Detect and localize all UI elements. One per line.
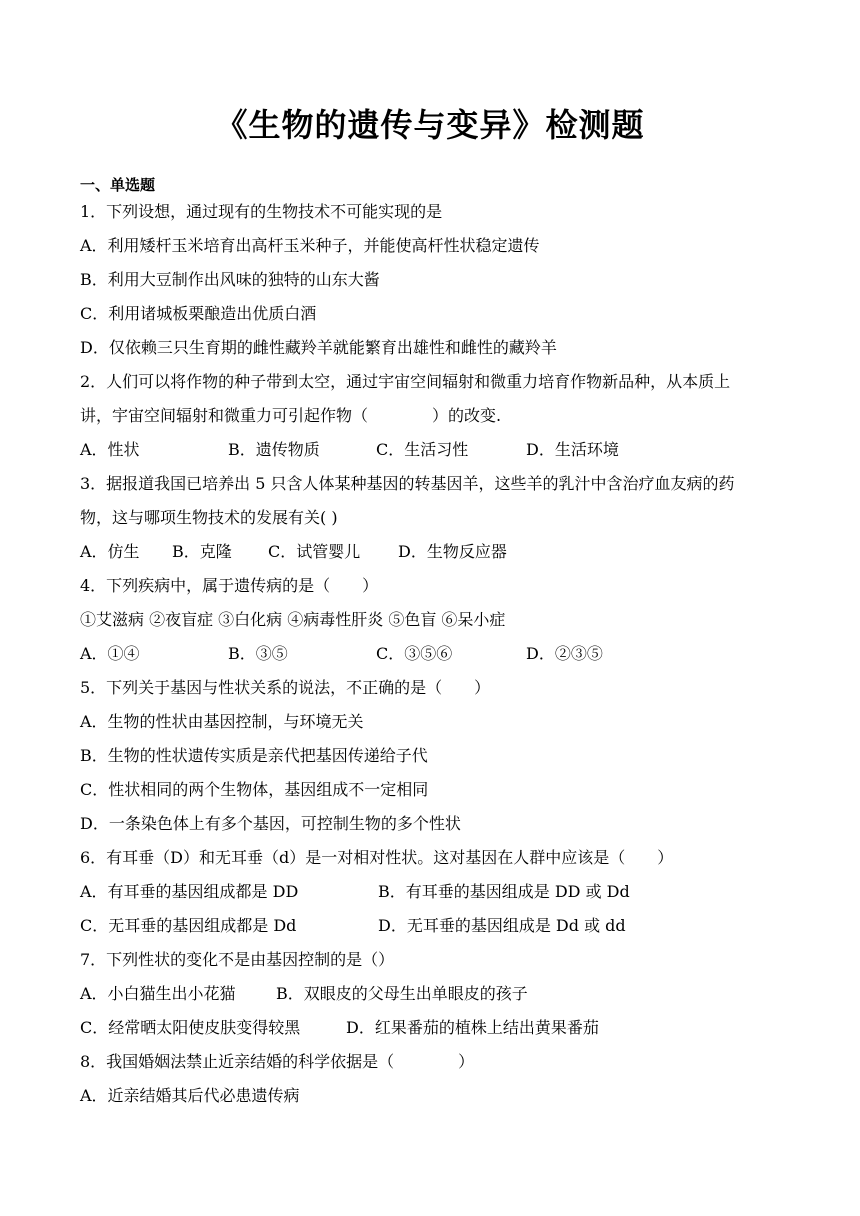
question-5-option-c: C．性状相同的两个生物体，基因组成不一定相同 bbox=[80, 780, 429, 799]
question-2-stem-line-2: 讲，宇宙空间辐射和微重力可引起作物（ ）的改变. bbox=[80, 406, 502, 425]
question-2-stem-line-1: 2．人们可以将作物的种子带到太空，通过宇宙空间辐射和微重力培育作物新品种，从本质上 bbox=[80, 372, 731, 391]
question-7-option-a: A．小白猫生出小花猫 bbox=[80, 984, 236, 1003]
question-7-options-row-1 bbox=[80, 983, 785, 1005]
question-1-option-a: A．利用矮杆玉米培育出高杆玉米种子，并能使高杆性状稳定遗传 bbox=[80, 236, 540, 255]
question-6-stem: 6．有耳垂（D）和无耳垂（d）是一对相对性状。这对基因在人群中应该是（ ） bbox=[80, 848, 674, 867]
question-6-option-d: D．无耳垂的基因组成是 Dd 或 dd bbox=[378, 916, 626, 935]
question-3-option-a: A．仿生 bbox=[80, 542, 140, 561]
question-4-options bbox=[80, 643, 785, 665]
question-7-options-row-2 bbox=[80, 1017, 785, 1039]
document-title: 《生物的遗传与变异》检测题 bbox=[215, 106, 645, 144]
question-4-option-c: C．③⑤⑥ bbox=[376, 644, 453, 663]
question-7-option-d: D．红果番茄的植株上结出黄果番茄 bbox=[346, 1018, 599, 1037]
question-6-option-a: A．有耳垂的基因组成都是 DD bbox=[80, 882, 299, 901]
question-5-option-a: A．生物的性状由基因控制，与环境无关 bbox=[80, 712, 364, 731]
question-7-stem: 7．下列性状的变化不是由基因控制的是（） bbox=[80, 950, 395, 969]
question-5-option-d: D．一条染色体上有多个基因，可控制生物的多个性状 bbox=[80, 814, 461, 833]
question-5-stem: 5．下列关于基因与性状关系的说法，不正确的是（ ） bbox=[80, 678, 491, 697]
question-2-option-c: C．生活习性 bbox=[376, 440, 469, 459]
question-3-stem-line-1: 3．据报道我国已培养出 5 只含人体某种基因的转基因羊，这些羊的乳汁中含治疗血友病的药 bbox=[80, 474, 735, 493]
question-2-options bbox=[80, 439, 785, 461]
question-5-option-b: B．生物的性状遗传实质是亲代把基因传递给子代 bbox=[80, 746, 428, 765]
question-6-option-c: C．无耳垂的基因组成都是 Dd bbox=[80, 916, 297, 935]
question-4-option-a: A．①④ bbox=[80, 644, 140, 663]
question-1-option-b: B．利用大豆制作出风味的独特的山东大酱 bbox=[80, 270, 380, 289]
question-6-options-row-1 bbox=[80, 881, 785, 903]
question-2-option-a: A．性状 bbox=[80, 440, 140, 459]
question-7-option-b: B．双眼皮的父母生出单眼皮的孩子 bbox=[276, 984, 528, 1003]
question-2-option-b: B．遗传物质 bbox=[228, 440, 320, 459]
question-7-option-c: C．经常晒太阳使皮肤变得较黑 bbox=[80, 1018, 301, 1037]
question-4-option-b: B．③⑤ bbox=[228, 644, 288, 663]
question-3-option-b: B．克隆 bbox=[172, 542, 232, 561]
question-3-option-c: C．试管婴儿 bbox=[268, 542, 361, 561]
question-1-option-d: D．仅依赖三只生育期的雌性藏羚羊就能繁育出雄性和雌性的藏羚羊 bbox=[80, 338, 557, 357]
question-8-stem: 8．我国婚姻法禁止近亲结婚的科学依据是（ ） bbox=[80, 1052, 475, 1071]
section-heading: 一、单选题 bbox=[80, 176, 156, 194]
question-4-stem: 4．下列疾病中，属于遗传病的是（ ） bbox=[80, 576, 379, 595]
question-6-option-b: B．有耳垂的基因组成是 DD 或 Dd bbox=[378, 882, 630, 901]
question-1-option-c: C．利用诸城板栗酿造出优质白酒 bbox=[80, 304, 317, 323]
question-4-option-d: D．②③⑤ bbox=[526, 644, 603, 663]
question-3-options bbox=[80, 541, 785, 563]
question-6-options-row-2 bbox=[80, 915, 785, 937]
question-1-stem: 1．下列设想，通过现有的生物技术不可能实现的是 bbox=[80, 202, 443, 221]
question-3-option-d: D．生物反应器 bbox=[398, 542, 507, 561]
question-8-option-a: A．近亲结婚其后代必患遗传病 bbox=[80, 1086, 300, 1105]
question-3-stem-line-2: 物，这与哪项生物技术的发展有关( ) bbox=[80, 508, 338, 527]
question-2-option-d: D．生活环境 bbox=[526, 440, 619, 459]
question-4-items: ①艾滋病 ②夜盲症 ③白化病 ④病毒性肝炎 ⑤色盲 ⑥呆小症 bbox=[80, 610, 506, 629]
